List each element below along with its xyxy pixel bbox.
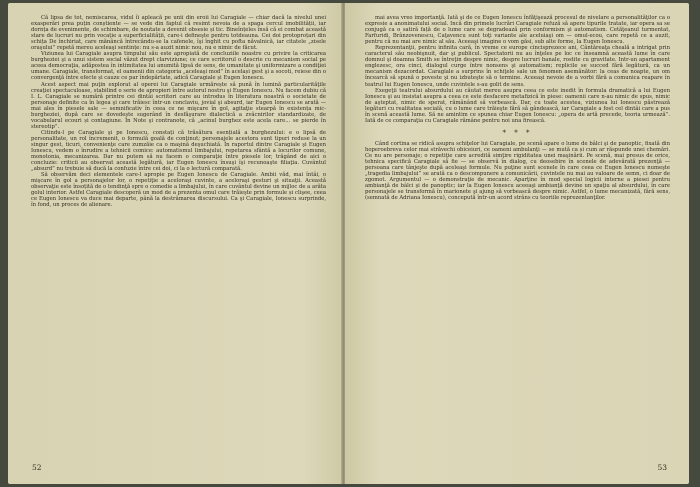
paragraph: Acest aspect mai puţin explorat al operei lui Caragiale urmărește să pună în lumină particularităţile creaţiei spectaculoase, stabilind o serie de apropieri între autorul nostru şi Eugen Ionescu. Nu facem dubiu că I. L. Caragiale se numără printre cei dintâi scriitori care au introdus în literatura noastră o societate de personaje definite ca în legea şi care trăiesc într-un conclaviu, jovial şi absurd, iar Eugen Ionescu se arată — mai ales în piesele sale — semnificativ în ceea ce ne mişcare în gol, agitaţie stearpă în existența mic-burgheziei, după care se dovedește sugerând în desfăşurare dialectică a zvâcnirilor standardizate, de vocabularul ecouri și contagiune. În Note şi contranote, că „acinul burghez este acela care... se pierde în stereotip”. — [31, 81, 326, 130]
paragraph: Când cortina se ridică asupra schiţelor lui Caragiale, pe scenă apare o lume de bâlci şi de panoptic, fixată din hoperoebreva celor mai străvechi obiceiuri, ce oameni ambulanţi — se mută ca și cum ar răspunde unei chemări. Ce nu are personaje; o repetiţie care acredită simţire rigiditatea unei maşinării. Pe scenă, mai presus de orice, tehnica specifică Caragiale să fie — se observă în dialog, cu deosebire în scenele de adevărată prezenţă — persoana care tânjeşte după aceleaşi formule. Nu puţine sunt scenele în care ceea ce Eugen Ionescu numeşte „tragedia limbajului” se arată ca o descompunere a comunicării, cuvintele nu mai au valoare de semn, ci doar de zgomot. Argumentul — o demonstraţie de mecanic. Aparţine în mod special logicii interne a piesei pentru ambianţă de bâlci şi de panoptic; iar la Eugen Ionescu aceeaşi ambianţă devine un spaţiu al absurdului, în care personajele se transformă în marionete şi ajung să vorbească despre nimic. Astfel, o lume mecanizată, fără sens, (semnată de Adriana Ionescu), concepută într-un acord strâns cu teoriile reprezentanţilor. — [365, 140, 670, 202]
right-page — [345, 3, 689, 484]
paragraph: Să observăm deci elementele care-l apropie pe Eugen Ionescu de Caragiale. Ambii văd, mai întâi, o mişcare în gol a personajelor lor, o repetiţie a aceloraşi cuvinte, a aceloraşi gesturi şi situaţii. Această observaţie este însoțită de o tendinţă spre o comedie a limbajului, în care cuvântul devine un mijloc de a arăta golul interior. Astfel Caragiale descoperă un mod de a prezenta omul care trăieşte prin formule și clişee, ceea ce Eugen Ionescu va duce mai departe, până la destrămarea discursului. Ca şi Caragiale, Ionescu surprinde, în fond, un proces de alienare. — [31, 172, 326, 209]
paragraph: Exegeţii teatrului absurdului au căutat mereu asupra ceea ce este inedit în formula dramatică a lui Eugen Ionescu şi au insistat asupra a ceea ce este desfacere metafizică în piese: oamenii care n-au nimic de spus, nimic de aşteptat, nimic de sperat, rămânând să vorbească. Dar, cu toate acestea, viziunea lui Ionescu păstrează legături cu realitatea socială, cu o lume care trăieşte fără să gândească, iar Caragiale a fost cel dintâi care a pus în scenă această lume. Să ne amintim ce spunea chiar Eugen Ionescu: „opera de artă precede, teoria urmează”. Iată de ce comparaţia cu Caragiale rămâne pentru noi una firească. — [365, 87, 670, 124]
page-number-left: 52 — [32, 463, 42, 472]
paragraph: Reprezentanţii, pentru infinita cară, în vreme ce europe cincisprezece ani, Cântăreaţa cheală a intrigat prin caracterul său neobişnuit, dar şi publicul. Spectatorii nu au înţeles pe loc ce înseamnă această lume în care domnul şi doamna Smith se întreţin despre nimic, despre lucruri banale, rostite cu gravitate. Intr-un apartament englezesc, ora cinci, dialogul curge între nonsens şi automatism; replicile se succed fără legătură, ca un mecanism dezacordat. Caragiale a surprins în schiţele sale un fenomen asemănător: la ceas de noapte, un om încearcă să spună o poveste şi nu izbuteşte să o termine. Aceeaşi nevoie de a vorbi fără a comunica reapare în teatrul lui Eugen Ionescu, unde cuvintele s-au golit de sens. — [365, 45, 670, 88]
section-divider: * * * — [502, 128, 533, 137]
paragraph: Citindu-l pe Caragiale şi pe Ionescu, constați că trăsătura esențială a burghezului: e o lipsă de personalitate, un rol încremenit, o formulă goală de conţinut; personajele acestora sunt tipuri reduse la un singur gest, ticuri, convenienţe care zumzăie ca o maşină deşuchiată. În raportul dintre Caragiale şi Eugen Ionescu, vedem o înrudire a tehnicii comice: automatismul limbajului, repetarea sfântă a locurilor comune, monotonia, mecanizarea. Dar nu putem să nu facem o comparaţie între piesele lor, trăgând de aici o concluzie: criticii au observat această legătură, iar Eugen Ionescu însuşi îşi recunoaşte filiaţia. Cuvântul „absurd” nu trebuie să ducă la confuzie între cei doi, ci la o lectură comparată. — [31, 129, 326, 173]
paragraph: mai avea vreo importanţă. Iată şi de ce Eugen Ionescu înfăţişează procesul de nivelare a personalităţilor ca o expresie a anonimatului social. Incă din primele lucrări Caragiale refuză să apere tipurile tratate, iar opera sa se conjugă ca o satiră față de o lume care se degradează prin conformism şi automatism. Cetăţeanul turmentat, Farfuridi, Brânzovenescu, Caţavencu sunt toţi variante ale aceluiaşi om — omul-ecou, care repetă ce a auzit, pentru că nu mai are nimic al său. Aceeaşi imagine o vom găsi, sub alte forme, la Eugen Ionescu. — [365, 15, 670, 46]
left-page — [8, 3, 343, 484]
page-number-right: 53 — [657, 463, 667, 472]
left-page-text — [31, 15, 326, 209]
paragraph: Că lipsa de tot, nemiscarea, vidul îi apleacă pe unii din eroii lui Caragiale — chiar dacă la nivelul unei exasperări prea puțin conștiente — se vede din faptul că resimt nevoia de a spaga cercul imobilității, iar dornța de evenimente, de schimbare, de noutate a devenit obsesie și tic. Bineînțeles însă că ei combat această stare de lucruri nu prin vocație a superficialității, care-i defineşte pentru totdeauna. Cei doi protoproțari din schița De închiriat, care mănâncă întrecându-se la cafenele, îşi înghit cu pofta năvalnică, iar citatele „zisele oraşului” repetă mereu aceleaşi sentințe: nu s-a auzit nimic nou, nu e nimic de făcut. — [31, 15, 326, 52]
right-page-text — [365, 15, 670, 201]
paragraph: Viziunea lui Caragiale asupra timpului său este apropiată de concluziile noastre cu privire la criticarea burgheziei şi a unui sistem social văzut drept clarviziune; ce care scriitorul o descrie cu mecanism social pe aceea democraţia, adăpostea în intimitatea lui anumită lipsă de sens, de umanitate şi uniformizare a condiţiei umane. Caragiale, transformat, el oamenii din categoria „aceleaşi mod” în același gest şi a socoti, reiese din o convergenţă între efecte și cauze ce par îndepărtate, adică Caragiale și Eugen Ionescu. — [31, 51, 326, 82]
